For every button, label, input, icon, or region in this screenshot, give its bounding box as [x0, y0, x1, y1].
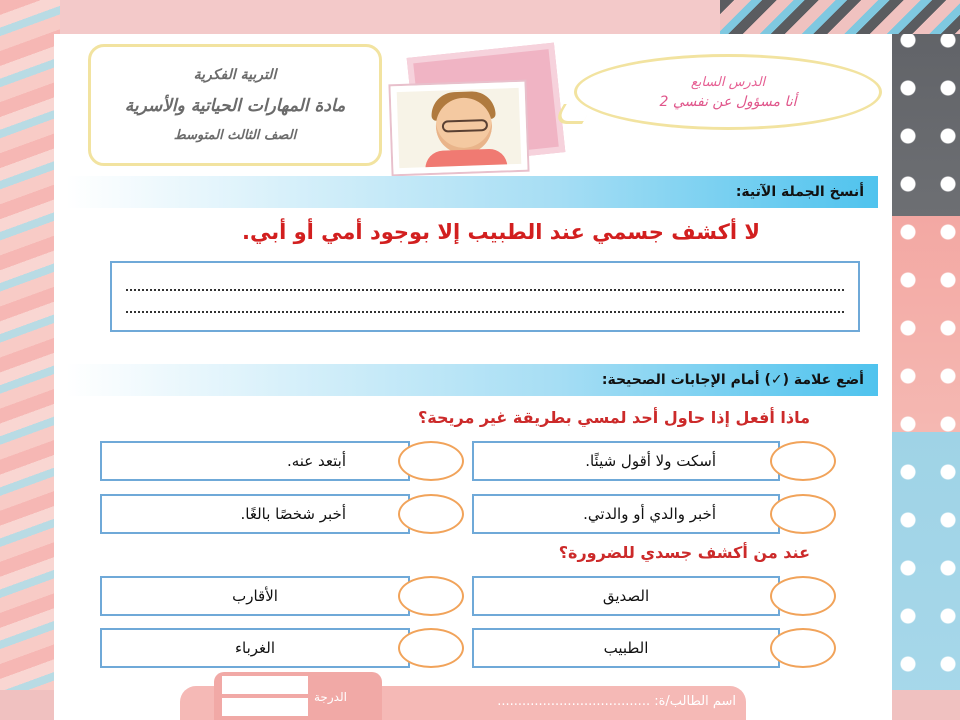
q2-option-2: الأقارب [100, 576, 410, 616]
subject-box [88, 44, 382, 166]
child-photo-icon [391, 82, 528, 175]
q1-option-1: أسكت ولا أقول شيئًا. [472, 441, 780, 481]
q2-option-1: الصديق [472, 576, 780, 616]
copy-line-1[interactable] [126, 281, 844, 291]
copy-line-2[interactable] [126, 303, 844, 313]
q1-option-3: أخبر والدي أو والدتي. [472, 494, 780, 534]
lesson-title: أنا مسؤول عن نفسي 2 [659, 93, 797, 110]
subject-line-2: مادة المهارات الحياتية والأسرية [124, 95, 346, 116]
grade-label: الدرجة [314, 690, 347, 704]
section-title-copy: أنسخ الجملة الآتية: [735, 184, 864, 200]
section-bar-check [66, 364, 878, 396]
section-bar-copy [66, 176, 878, 208]
q2-option-3-check-circle[interactable] [770, 628, 836, 668]
q1-option-4: أخبر شخصًا بالغًا. [100, 494, 410, 534]
q1-option-2-check-circle[interactable] [398, 441, 464, 481]
q2-option-3: الطبيب [472, 628, 780, 668]
section-title-check: أضع علامة (✓) أمام الإجابات الصحيحة: [601, 372, 864, 388]
q1-option-3-check-circle[interactable] [770, 494, 836, 534]
lesson-speech-bubble [574, 54, 882, 130]
decorative-background-left [0, 0, 60, 720]
q1-option-1-check-circle[interactable] [770, 441, 836, 481]
q2-option-2-check-circle[interactable] [398, 576, 464, 616]
question-1: ماذا أفعل إذا حاول أحد لمسي بطريقة غير مريحة؟ [417, 408, 810, 427]
q1-option-2: أبتعد عنه. [100, 441, 410, 481]
grade-cell-1[interactable] [222, 676, 308, 694]
q2-option-4: الغرباء [100, 628, 410, 668]
question-2: عند من أكشف جسدي للضرورة؟ [558, 543, 810, 562]
q2-option-4-check-circle[interactable] [398, 628, 464, 668]
grade-cell-2[interactable] [222, 698, 308, 716]
copy-answer-box[interactable] [110, 261, 860, 332]
q2-option-1-check-circle[interactable] [770, 576, 836, 616]
decorative-background-right [888, 0, 960, 720]
q1-option-4-check-circle[interactable] [398, 494, 464, 534]
sentence-to-copy: لا أكشف جسمي عند الطبيب إلا بوجود أمي أو أبي. [242, 220, 760, 244]
student-name-field[interactable]: اسم الطالب/ة: ..................................... [497, 694, 736, 709]
decorative-background-top [720, 0, 960, 34]
subject-line-3: الصف الثالث المتوسط [173, 127, 297, 143]
lesson-label: الدرس السابع [690, 74, 766, 90]
subject-line-1: التربية الفكرية [193, 67, 277, 84]
